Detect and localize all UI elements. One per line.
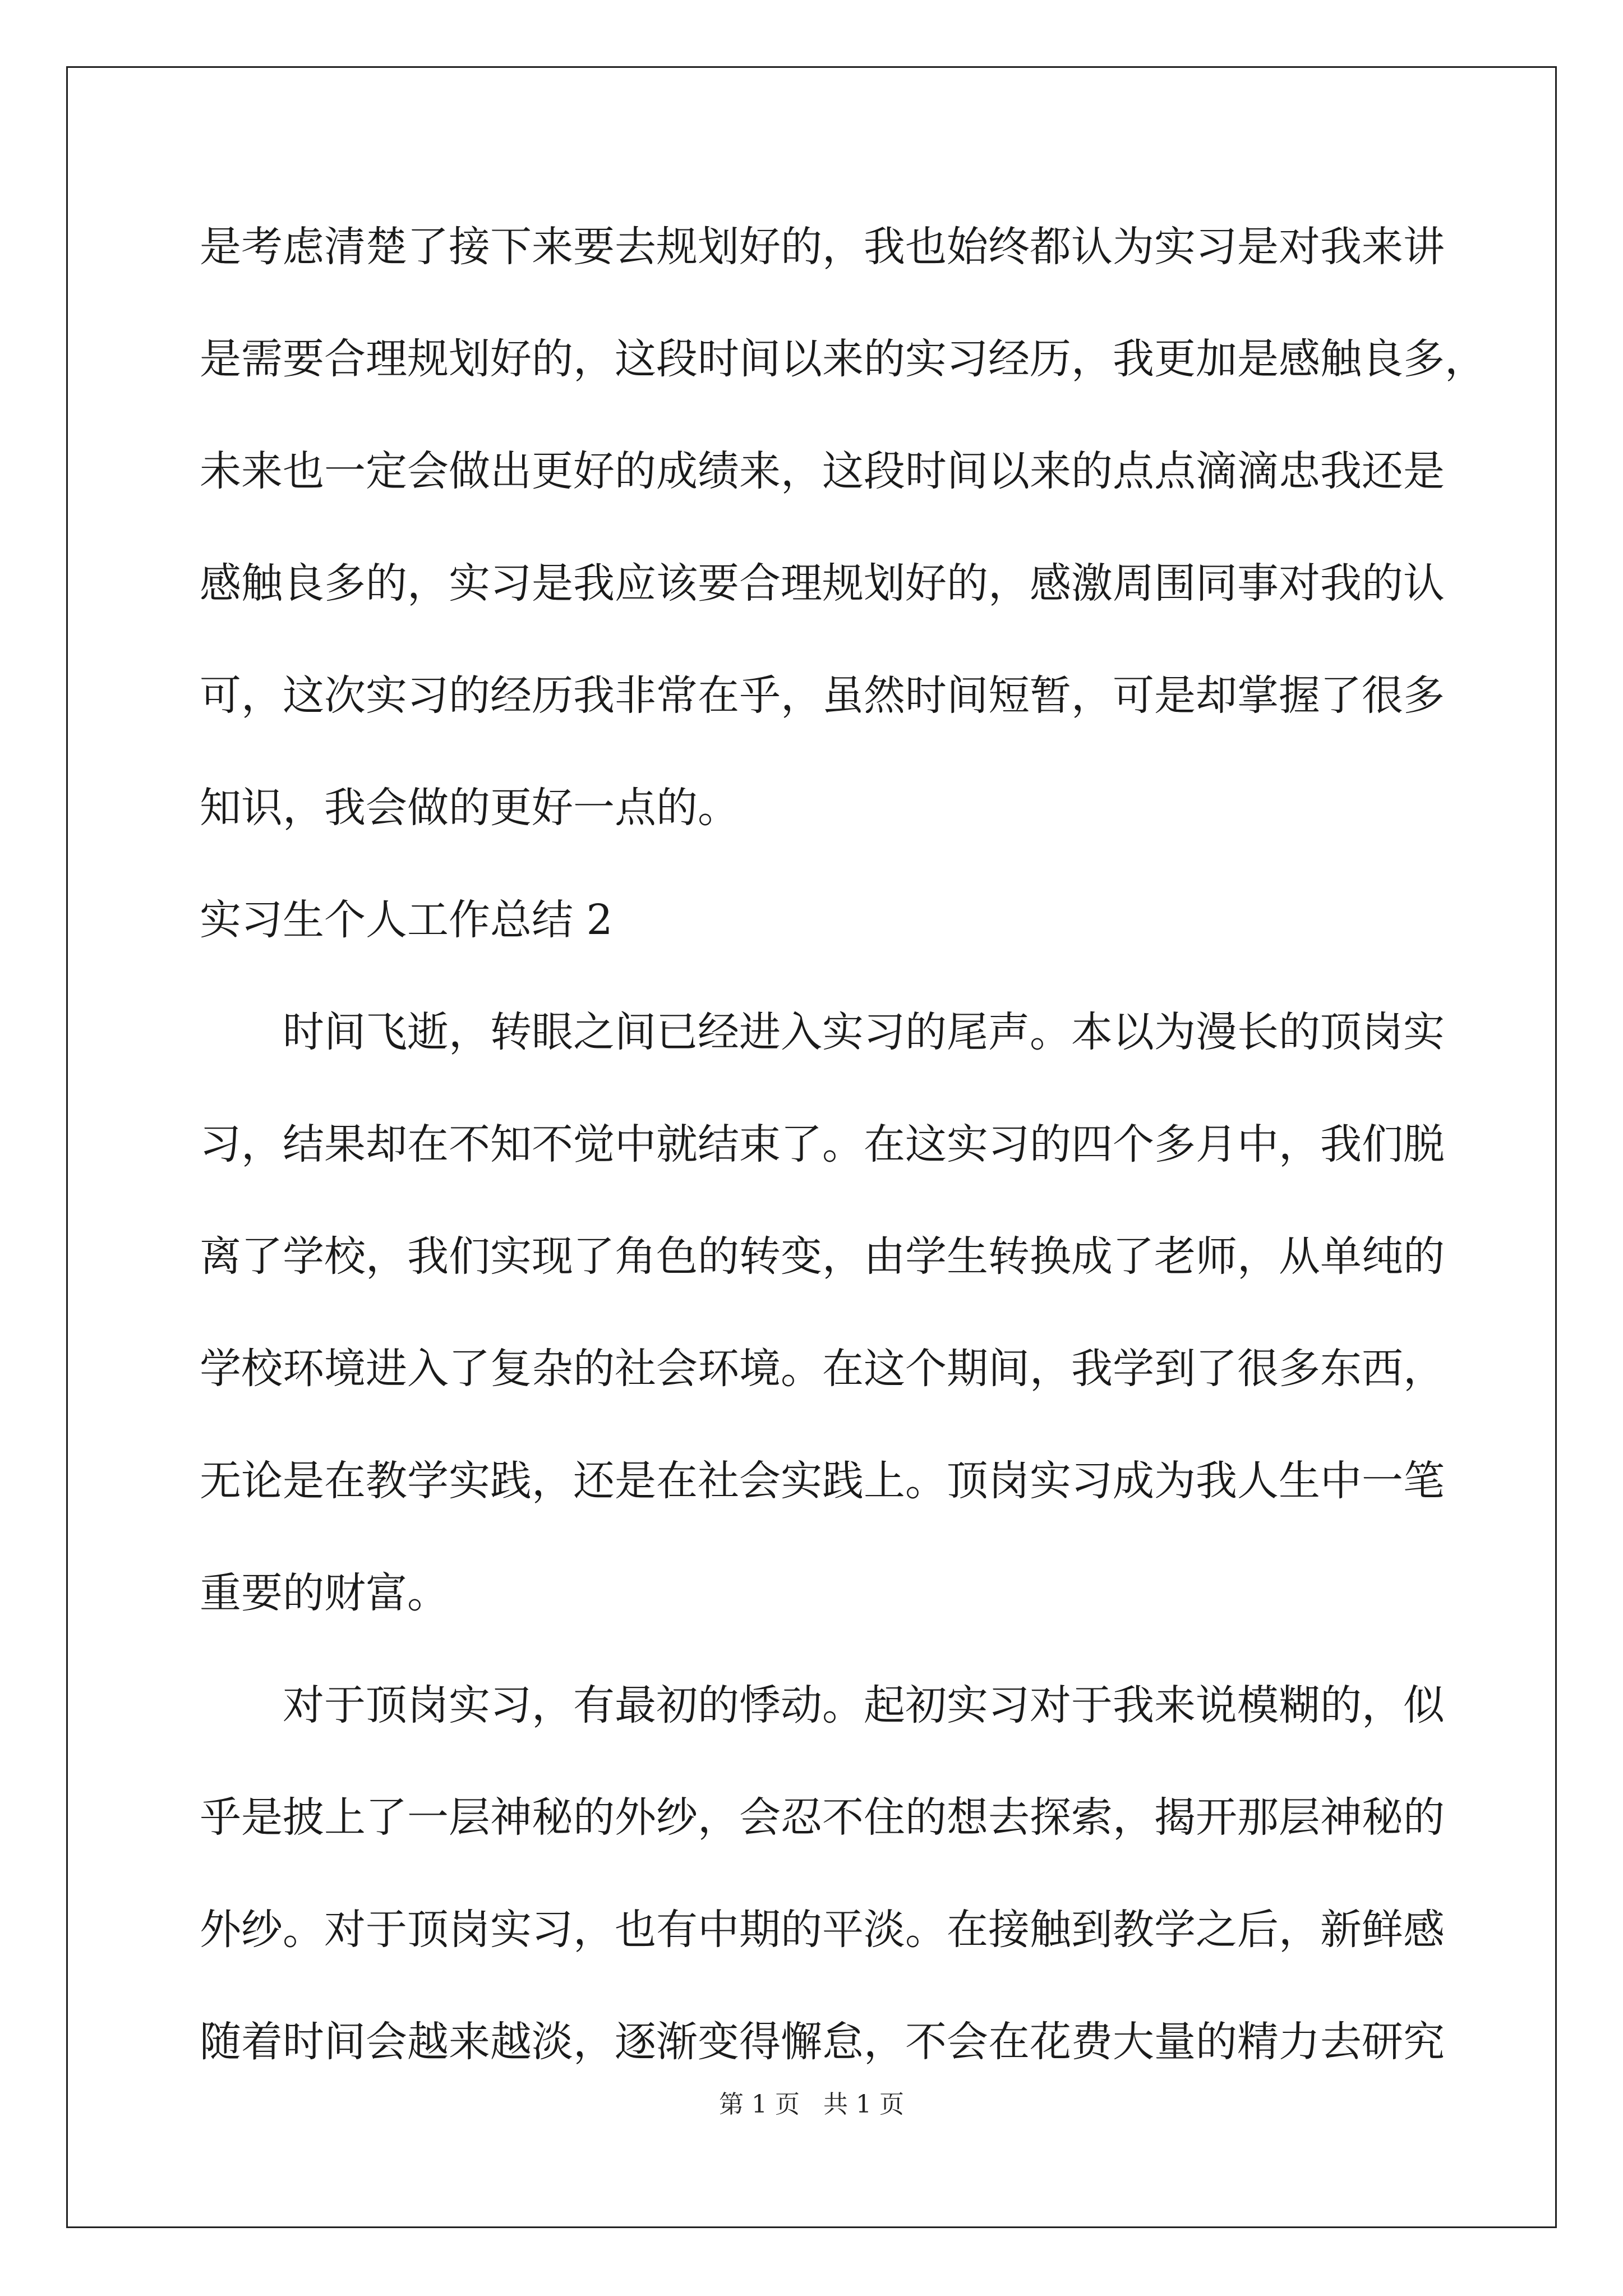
text-line: 无论是在教学实践，还是在社会实践上。顶岗实习成为我人生中一笔 [200, 1457, 1445, 1505]
text-line: 知识，我会做的更好一点的。 [200, 784, 739, 832]
text-line: 学校环境进入了复杂的社会环境。在这个期间，我学到了很多东西， [200, 1345, 1445, 1393]
text-line: 感触良多的，实习是我应该要合理规划好的，感激周围同事对我的认 [200, 559, 1445, 608]
text-line: 乎是披上了一层神秘的外纱，会忍不住的想去探索，揭开那层神秘的 [200, 1793, 1445, 1842]
text-line: 对于顶岗实习，有最初的悸动。起初实习对于我来说模糊的，似 [283, 1681, 1445, 1729]
text-line: 习，结果却在不知不觉中就结束了。在这实习的四个多月中，我们脱 [200, 1120, 1445, 1168]
text-line: 随着时间会越来越淡，逐渐变得懈怠，不会在花费大量的精力去研究 [200, 2018, 1445, 2066]
page-footer [0, 2088, 1623, 2122]
text-line: 是需要合理规划好的，这段时间以来的实习经历，我更加是感触良多， [200, 335, 1486, 383]
page-total: 共 1 页 [823, 2090, 904, 2119]
text-line: 重要的财富。 [200, 1569, 449, 1617]
text-line: 离了学校，我们实现了角色的转变，由学生转换成了老师，从单纯的 [200, 1232, 1445, 1281]
text-line: 未来也一定会做出更好的成绩来，这段时间以来的点点滴滴忠我还是 [200, 447, 1445, 495]
section-heading: 实习生个人工作总结 2 [200, 896, 613, 944]
page-number: 第 1 页 [719, 2090, 800, 2119]
text-line: 时间飞逝，转眼之间已经进入实习的尾声。本以为漫长的顶岗实 [283, 1008, 1445, 1056]
text-line: 是考虑清楚了接下来要去规划好的，我也始终都认为实习是对我来讲 [200, 223, 1445, 271]
text-line: 外纱。对于顶岗实习，也有中期的平淡。在接触到教学之后，新鲜感 [200, 1906, 1445, 1954]
text-line: 可，这次实习的经历我非常在乎，虽然时间短暂，可是却掌握了很多 [200, 671, 1445, 720]
